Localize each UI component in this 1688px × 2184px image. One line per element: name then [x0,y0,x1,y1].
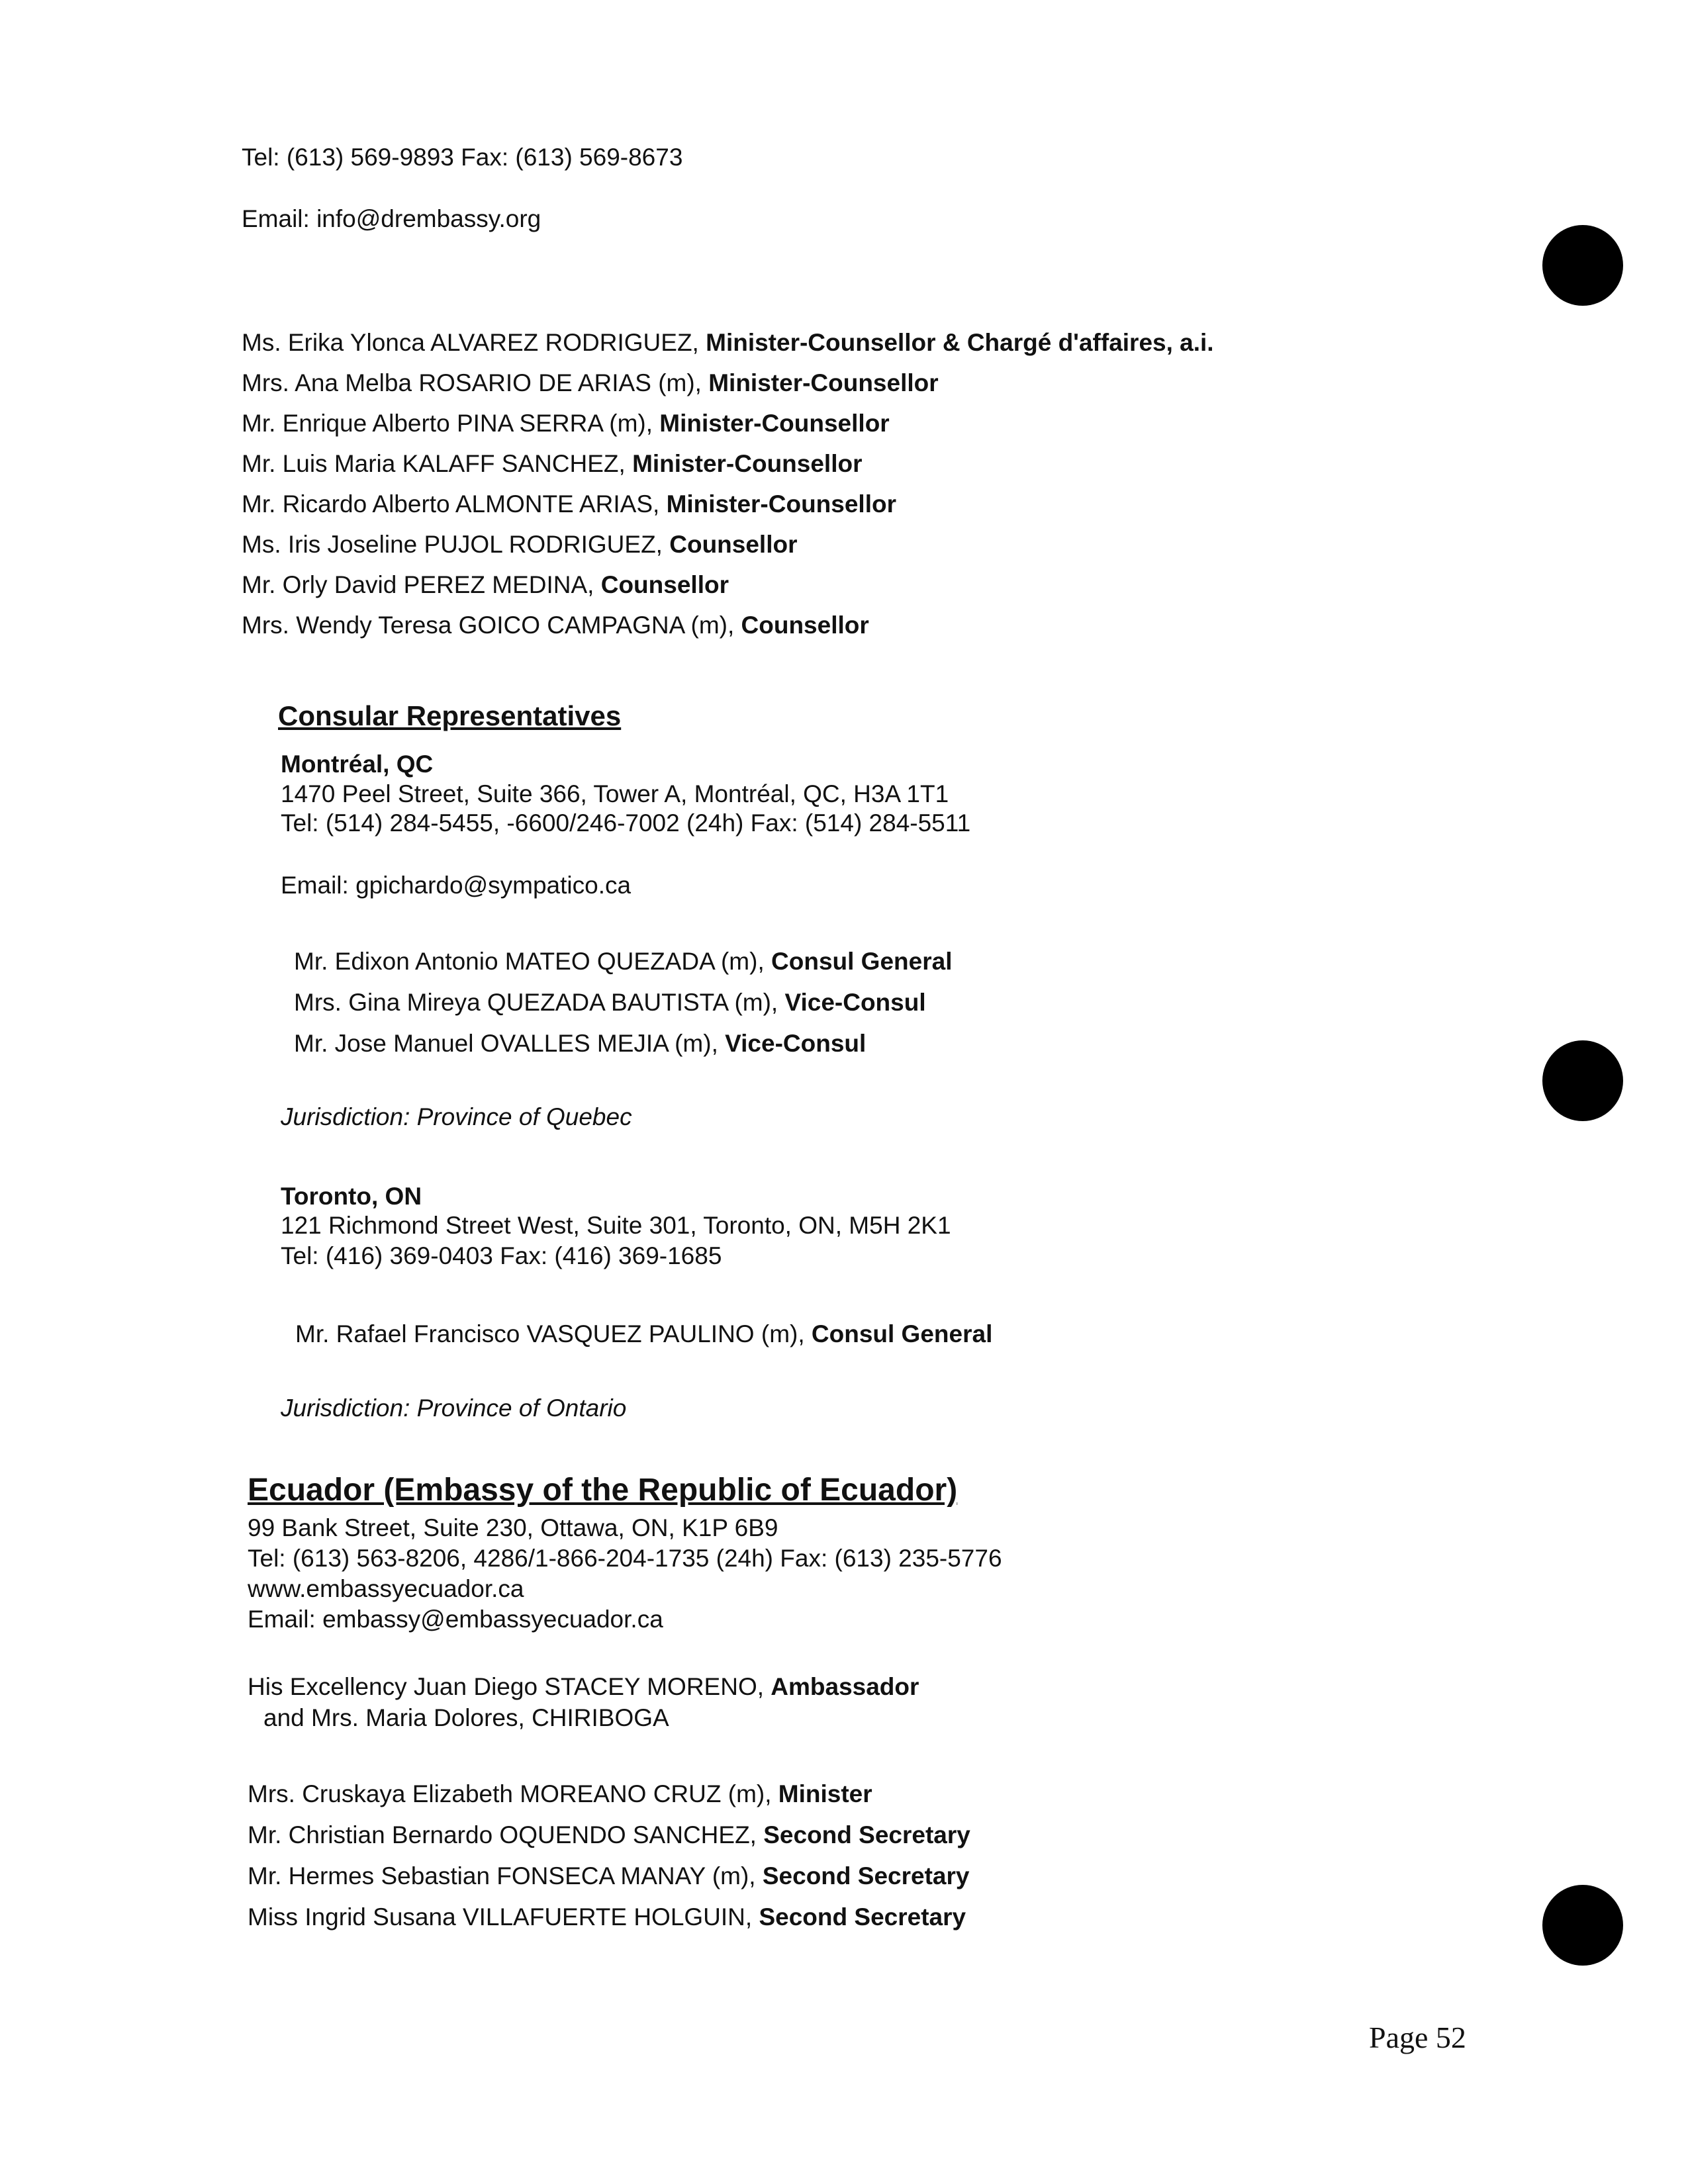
staff-entry: Ms. Iris Joseline PUJOL RODRIGUEZ, Counsellor [242,531,798,558]
embassy-tel-fax: Tel: (613) 569-9893 Fax: (613) 569-8673 [242,144,683,171]
staff-entry: Mrs. Gina Mireya QUEZADA BAUTISTA (m), Vice-Consul [294,989,926,1016]
staff-entry: Mrs. Ana Melba ROSARIO DE ARIAS (m), Minister-Counsellor [242,369,939,396]
ecuador-heading: Ecuador (Embassy of the Republic of Ecuador) [248,1473,958,1508]
consular-heading: Consular Representatives [278,700,622,731]
staff-entry: Mr. Orly David PEREZ MEDINA, Counsellor [242,571,729,598]
staff-entry: Mrs. Wendy Teresa GOICO CAMPAGNA (m), Counsellor [242,612,869,639]
toronto-jurisdiction: Jurisdiction: Province of Ontario [281,1394,627,1422]
staff-entry: Mr. Jose Manuel OVALLES MEJIA (m), Vice-Consul [294,1030,867,1057]
ambassador-spouse: and Mrs. Maria Dolores, CHIRIBOGA [263,1704,669,1731]
staff-entry: Mr. Luis Maria KALAFF SANCHEZ, Minister-Counsellor [242,450,863,477]
staff-entry: Ms. Erika Ylonca ALVAREZ RODRIGUEZ, Minister-Counsellor & Chargé d'affaires, a.i. [242,329,1214,356]
punch-hole-top [1542,225,1623,306]
staff-entry: Mr. Edixon Antonio MATEO QUEZADA (m), Consul General [294,948,953,975]
ecuador-email: Email: embassy@embassyecuador.ca [248,1606,663,1633]
montreal-email: Email: gpichardo@sympatico.ca [281,872,632,899]
ecuador-address: 99 Bank Street, Suite 230, Ottawa, ON, K1P 6B9 [248,1514,778,1541]
punch-hole-bottom [1542,1885,1623,1966]
page-number: Page 52 [1369,2021,1466,2054]
staff-entry: Mrs. Cruskaya Elizabeth MOREANO CRUZ (m), Minister [248,1780,872,1807]
staff-entry: Mr. Enrique Alberto PINA SERRA (m), Minister-Counsellor [242,410,890,437]
punch-hole-middle [1542,1040,1623,1121]
staff-entry: Miss Ingrid Susana VILLAFUERTE HOLGUIN, Second Secretary [248,1903,966,1931]
ecuador-website: www.embassyecuador.ca [248,1575,524,1602]
montreal-tel-fax: Tel: (514) 284-5455, -6600/246-7002 (24h) Fax: (514) 284-5511 [281,809,971,837]
staff-entry: Mr. Ricardo Alberto ALMONTE ARIAS, Minister-Counsellor [242,490,896,518]
staff-entry: Mr. Rafael Francisco VASQUEZ PAULINO (m), Consul General [295,1320,993,1347]
ecuador-tel-fax: Tel: (613) 563-8206, 4286/1-866-204-1735 (24h) Fax: (613) 235-5776 [248,1545,1002,1572]
toronto-address: 121 Richmond Street West, Suite 301, Toronto, ON, M5H 2K1 [281,1212,951,1239]
toronto-tel-fax: Tel: (416) 369-0403 Fax: (416) 369-1685 [281,1242,722,1269]
staff-entry: Mr. Hermes Sebastian FONSECA MANAY (m), Second Secretary [248,1862,970,1889]
montreal-jurisdiction: Jurisdiction: Province of Quebec [281,1103,632,1130]
toronto-city: Toronto, ON [281,1183,422,1210]
montreal-city: Montréal, QC [281,751,434,778]
montreal-address: 1470 Peel Street, Suite 366, Tower A, Montréal, QC, H3A 1T1 [281,780,949,807]
ambassador-entry: His Excellency Juan Diego STACEY MORENO, Ambassador [248,1673,919,1700]
staff-entry: Mr. Christian Bernardo OQUENDO SANCHEZ, Second Secretary [248,1821,970,1848]
embassy-email: Email: info@drembassy.org [242,205,541,232]
